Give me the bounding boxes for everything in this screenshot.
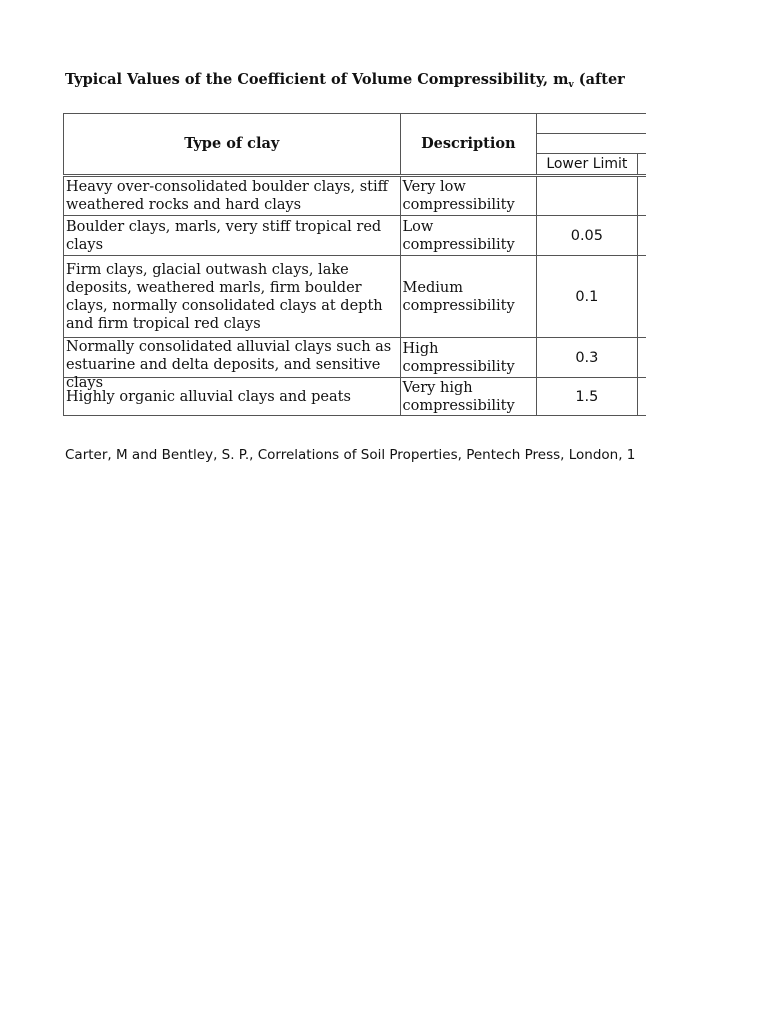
cell-description: High compressibility xyxy=(400,338,537,378)
cell-type: Highly organic alluvial clays and peats xyxy=(64,378,401,416)
header-description: Description xyxy=(400,114,537,176)
cell-upper-limit xyxy=(637,176,646,216)
header-upper-limit xyxy=(637,154,646,176)
title-main: Typical Values of the Coefficient of Volume Compressibility, m xyxy=(65,71,569,88)
cell-lower-limit: 0.1 xyxy=(537,256,637,338)
cell-type xyxy=(64,338,401,391)
cell-description: Medium compressibility xyxy=(400,256,537,338)
table-row xyxy=(64,338,647,378)
header-row-1 xyxy=(64,114,647,134)
cell-type: Boulder clays, marls, very stiff tropical red clays xyxy=(64,216,401,256)
cell-upper-limit xyxy=(637,338,646,378)
title-subscript: v xyxy=(568,80,574,90)
cell-type-text: Normally consolidated alluvial clays such as estuarine and delta deposits, and sensitive clays xyxy=(66,338,392,391)
cell-description: Low compressibility xyxy=(400,216,537,256)
compressibility-table xyxy=(63,113,646,416)
cell-upper-limit xyxy=(637,256,646,338)
cell-description: Very high compressibility xyxy=(400,378,537,416)
header-value-group xyxy=(537,114,646,134)
cell-upper-limit xyxy=(637,378,646,416)
cell-lower-limit: 0.05 xyxy=(537,216,637,256)
cell-type: Heavy over-consolidated boulder clays, stiff weathered rocks and hard clays xyxy=(64,176,401,216)
cell-lower-limit: 1.5 xyxy=(537,378,637,416)
cell-type: Firm clays, glacial outwash clays, lake deposits, weathered marls, firm boulder clays, normally consolidated clays at depth and firm tropical red clays xyxy=(64,256,401,338)
table-viewport xyxy=(63,113,646,430)
title-tail: (after xyxy=(573,71,625,88)
table-title xyxy=(65,70,646,95)
header-units xyxy=(537,134,646,154)
cell-upper-limit xyxy=(637,216,646,256)
cell-lower-limit: 0.3 xyxy=(537,338,637,378)
cell-type-wrapper xyxy=(66,338,398,391)
header-lower-limit: Lower Limit xyxy=(537,154,637,176)
header-type-of-clay: Type of clay xyxy=(64,114,401,176)
table-row xyxy=(64,176,647,216)
table-row xyxy=(64,256,647,338)
cell-description: Very low compressibility xyxy=(400,176,537,216)
table-row xyxy=(64,216,647,256)
cell-lower-limit xyxy=(537,176,637,216)
source-citation: Carter, M and Bentley, S. P., Correlations of Soil Properties, Pentech Press, London, 1 xyxy=(65,447,636,463)
